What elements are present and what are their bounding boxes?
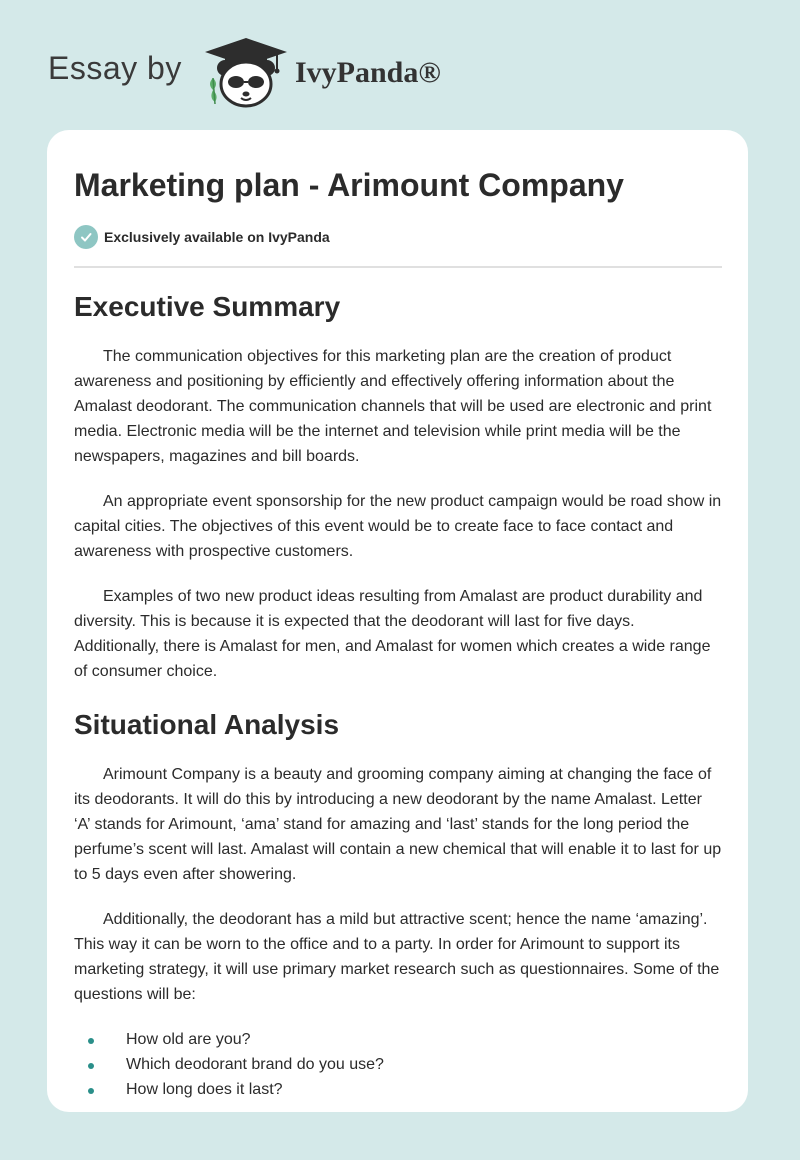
list-item: [74, 1077, 722, 1102]
brand-name[interactable]: IvyPanda®: [295, 56, 441, 89]
paragraph: An appropriate event sponsorship for the new product campaign would be road show in capital cities. The objectives of this event would be to create face to face contact and awareness with prospective customers.: [74, 493, 722, 560]
paragraph: Arimount Company is a beauty and grooming company aiming at changing the face of its deodorants. It will do this by introducing a new deodorant by the name Amalast. Letter ‘A’ stands for Arimount, ‘ama’ stand for amazing and ‘last’ stands for the long period the perfume’s scent will last. Amalast will contain a new chemical that will enable it to last for up to 5 days even after showering.: [74, 766, 722, 883]
check-icon: [74, 225, 98, 249]
question-list: [74, 1027, 722, 1102]
section-heading: Executive Summary: [74, 291, 341, 322]
paragraph: Additionally, the deodorant has a mild but attractive scent; hence the name ‘amazing’. This way it can be worn to the office and to a party. In order for Arimount to support its marketing strategy, it will use primary market research such as questionnaires. Some of the questions will be:: [74, 911, 720, 1003]
section-heading: Situational Analysis: [74, 709, 340, 740]
bullet-icon: [88, 1088, 94, 1094]
list-item-text: How old are you?: [126, 1031, 251, 1048]
list-item-text: Which deodorant brand do you use?: [126, 1056, 384, 1073]
essay-by-label: Essay by: [48, 50, 182, 86]
bullet-icon: [88, 1038, 94, 1044]
paragraph: The communication objectives for this marketing plan are the creation of product awareness and positioning by efficiently and effectively offering information about the Amalast deodorant. The communication channels that will be used are electronic and print media. Electronic media will be the internet and television while print media will be the newspapers, magazines and bill boards.: [74, 348, 712, 465]
article-card: [47, 130, 748, 1112]
ivypanda-logo-icon[interactable]: [203, 36, 289, 108]
exclusive-label: Exclusively available on IvyPanda: [104, 229, 330, 245]
list-item: [74, 1052, 722, 1077]
bullet-icon: [88, 1063, 94, 1069]
list-item: [74, 1027, 722, 1052]
paragraph: Examples of two new product ideas resulting from Amalast are product durability and diversity. This is because it is expected that the deodorant will last for five days. Additionally, there is Amalast for men, and Amalast for women which creates a wide range of consumer choice.: [74, 588, 711, 680]
site-header: [0, 0, 800, 120]
divider: [74, 266, 722, 268]
article-title: Marketing plan - Arimount Company: [74, 167, 624, 203]
exclusive-badge: [74, 222, 722, 252]
list-item-text: How long does it last?: [126, 1081, 283, 1098]
